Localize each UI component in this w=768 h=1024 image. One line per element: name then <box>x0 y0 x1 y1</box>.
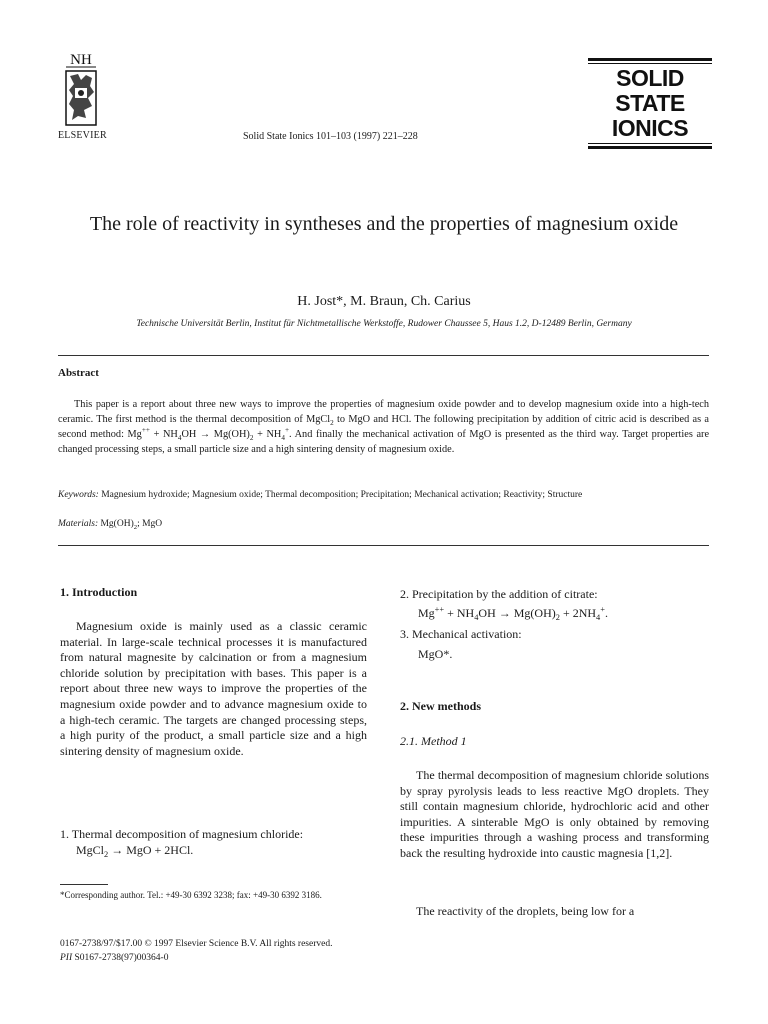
journal-logo-word: SOLID <box>616 65 684 91</box>
journal-citation: Solid State Ionics 101–103 (1997) 221–228 <box>243 131 418 142</box>
method-list-equation-1: MgCl$_2$ → MgO + 2HCl. <box>76 843 194 859</box>
abstract-text: This paper is a report about three new ways to improve the properties of magnesium oxide powder and to develop magnesium oxide into a high-tech ceramic. The first method is the thermal decomposition of MgCl$_2$ to MgO and HCl. The following precipitation by addition of citric acid is described as a second method: $Mg^{++} + NH_4OH \to Mg(OH)_2 + NH_4^+$. And finally the mechanical activation of MgO is presented as the third way. Target properties are changed processing steps, a small particle size and a high sintering density of magnesium oxide. <box>58 399 710 455</box>
method-list-equation-3: MgO*. <box>418 647 453 661</box>
divider <box>58 355 709 356</box>
copyright-block <box>60 937 332 965</box>
publisher-name: ELSEVIER <box>58 130 107 141</box>
journal-logo-word: STATE <box>615 90 685 116</box>
pii-line: PII S0167-2738(97)00364-0 <box>60 953 169 963</box>
paper-title: The role of reactivity in syntheses and the properties of magnesium oxide <box>89 213 679 235</box>
section-heading-introduction: 1. Introduction <box>60 585 138 599</box>
section-heading-new-methods: 2. New methods <box>400 699 481 713</box>
divider <box>58 545 709 546</box>
north-holland-logo <box>58 50 104 130</box>
method-list-item-1: 1. Thermal decomposition of magnesium chloride: <box>60 827 304 841</box>
journal-logo <box>588 58 712 150</box>
introduction-paragraph: Magnesium oxide is mainly used as a classic ceramic material. In large-scale technical processes it is manufactured from natural magnesite by calcination or from a magnesium chloride solution by precipitation with bases. This paper is a report about three new ways to improve the properties of the magnesium oxide powder and to advance magnesium oxide to a high-tech ceramic. The targets are changed processing steps, a high purity of the product, a small particle size and a high sintering density of magnesium oxide. <box>60 619 367 758</box>
author-list: H. Jost*, M. Braun, Ch. Carius <box>297 294 471 309</box>
method-1-paragraph: The thermal decomposition of magnesium chloride solutions by spray pyrolysis leads to less reactive MgO droplets. They still contain magnesium chloride, hydrochloric acid and other impurities. A sinterable MgO is only obtained by removing these impurities through a washing process and transforming back the resulting hydroxide into caustic magnesia [1,2]. <box>400 768 709 860</box>
materials-line: Materials: $Mg(OH)_2$; MgO <box>58 519 163 531</box>
subsection-heading-method-1: 2.1. Method 1 <box>400 734 467 748</box>
keywords-line: Keywords: Magnesium hydroxide; Magnesium oxide; Thermal decomposition; Precipitation; Mechanical activation; Reactivity; Structure <box>58 490 583 500</box>
method-list-item-2: 2. Precipitation by the addition of citrate: <box>400 587 598 601</box>
method-1-paragraph-continued: The reactivity of the droplets, being low for a <box>416 904 635 918</box>
method-list-item-3: 3. Mechanical activation: <box>400 627 522 641</box>
abstract-heading: Abstract <box>58 367 99 379</box>
nh-logo-text: NH <box>70 52 92 68</box>
copyright-line: 0167-2738/97/$17.00 © 1997 Elsevier Science B.V. All rights reserved. <box>60 939 333 949</box>
footnote-divider <box>60 884 108 885</box>
method-list-equation-2: $Mg^{++} + NH_4OH \to Mg(OH)_2 + 2NH_4^+$. <box>418 605 608 622</box>
footnote: *Corresponding author. Tel.: +49-30 6392 3238; fax: +49-30 6392 3186. <box>60 890 322 900</box>
journal-logo-word: IONICS <box>611 115 689 141</box>
author-affiliation: Technische Universität Berlin, Institut für Nichtmetallische Werkstoffe, Rudower Chaussee 5, Haus 1.2, D-12489 Berlin, Germany <box>136 319 632 329</box>
